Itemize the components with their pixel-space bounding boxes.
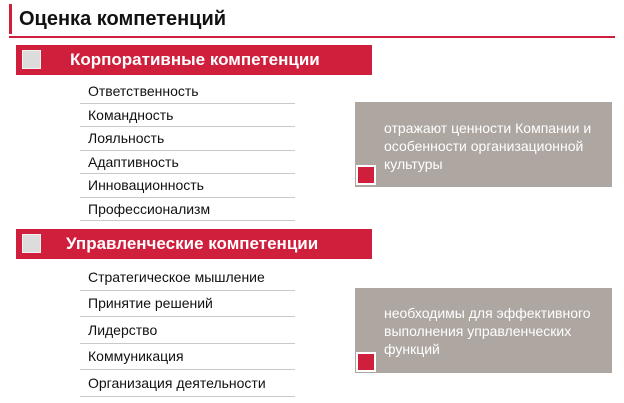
note-marker-icon: [356, 165, 376, 185]
bullet-square-icon: [22, 234, 41, 253]
corporate-competencies-header: [16, 45, 372, 75]
list-item: Лояльность: [80, 127, 295, 151]
list-item: Организация деятельности: [80, 370, 295, 397]
managerial-note-text: необходимы для эффективного выполнения управленческих функций: [384, 305, 591, 357]
bullet-square-icon: [22, 50, 41, 69]
page-title: Оценка компетенций: [19, 8, 227, 30]
title-divider: [9, 36, 615, 38]
managerial-competencies-heading: Управленческие компетенции: [66, 234, 319, 253]
corporate-competencies-list: [80, 80, 295, 221]
note-marker-icon: [356, 352, 376, 372]
managerial-note: [355, 288, 612, 373]
corporate-competencies-heading: Корпоративные компетенции: [70, 50, 320, 69]
list-item: Лидерство: [80, 317, 295, 344]
corporate-note: [355, 102, 612, 187]
list-item: Ответственность: [80, 80, 295, 104]
list-item: Профессионализм: [80, 198, 295, 222]
list-item: Адаптивность: [80, 151, 295, 175]
list-item: Командность: [80, 104, 295, 128]
list-item: Коммуникация: [80, 344, 295, 371]
managerial-competencies-header: [16, 229, 372, 259]
managerial-competencies-list: [80, 264, 295, 397]
corporate-note-text: отражают ценности Компании и особенности организационной культуры: [384, 120, 592, 172]
title-accent-bar: [9, 4, 12, 34]
list-item: Стратегическое мышление: [80, 264, 295, 291]
list-item: Инновационность: [80, 174, 295, 198]
list-item: Принятие решений: [80, 291, 295, 318]
